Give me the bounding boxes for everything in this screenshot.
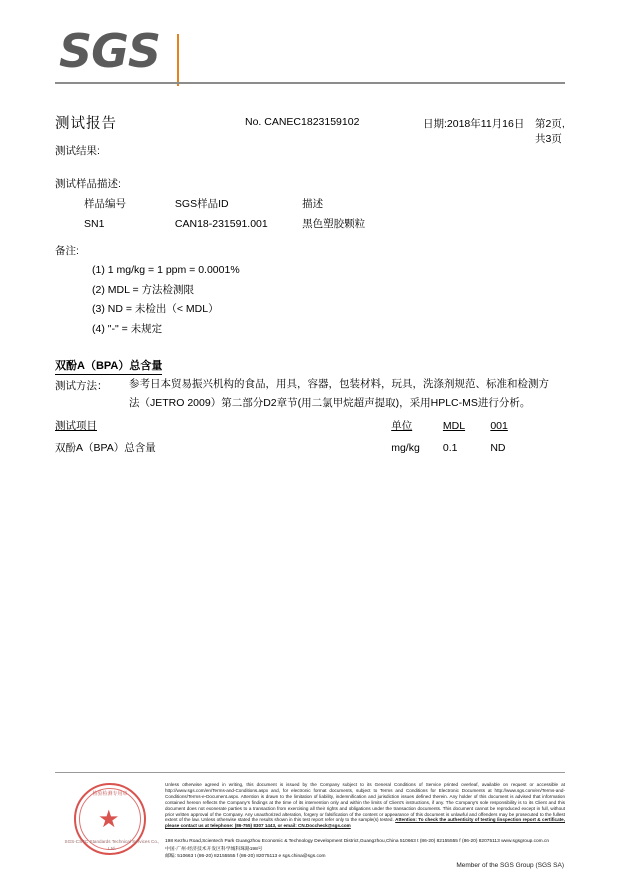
report-number: No. CANEC1823159102 [245,116,360,128]
table-header-row [55,418,555,437]
note-item: (4) "-" = 未规定 [92,322,163,335]
sample-description-table [84,196,484,231]
column-header-sample-no: 样品编号 [84,198,126,210]
report-date: 日期:2018年11月16日 [423,118,525,130]
note-item: (2) MDL = 方法检测限 [92,283,194,296]
cell-unit: mg/kg [391,441,420,454]
table-row [55,437,555,455]
stamp-chinese-text: 检验检测专用章 [92,791,128,797]
column-header-unit: 单位 [391,420,413,432]
test-method-text: 参考日本贸易振兴机构的食品，用具，容器，包装材料，玩具，洗涤剂规范、标准和检测方法（JETRO 2009）第二部分D2章节(用二氯甲烷超声提取)，采用HPLC-MS进行分析。 [129,378,549,409]
notes-list [92,261,240,339]
column-header-description: 描述 [302,198,324,210]
legal-contact-text[interactable]: Attention: To check the authenticity of testing /inspection report & certificate, please contact us at telephone: (86-755) 8307 1443, or email: CN.Doccheck@sgs.com [165,817,565,829]
footer-divider [55,772,565,773]
address-chinese-contact: 邮编: 510663 t (86-20) 82155555 f (86-20) 82075113 e sgs.china@sgs.com [165,854,326,860]
notes-label: 备注: [55,245,79,257]
cell-description: 黑色塑胶颗粒 [302,218,366,230]
stamp-english-text-1: SGS-CSTC Standards Technical Services Co., Ltd. [64,839,160,851]
address-english: 198 Kezhu Road,Scientech Park Guangzhou Economic & Technology Development District,Guangzhou,China 510663 t (86-20) 82155555 f (86-20) 82075113 www.sgsgroup.com.cn [165,839,550,844]
page-title: 测试报告 [55,116,117,132]
column-header-test-item: 测试项目 [55,420,97,432]
header-divider [55,82,565,84]
test-result-table [55,418,555,455]
footer-address-block [165,838,565,861]
column-header-mdl: MDL [442,419,466,432]
results-label: 测试结果: [55,145,100,157]
address-chinese: 中国·广州·经济技术开发区科学城科珠路198号 [165,846,263,852]
note-item: (1) 1 mg/kg = 1 ppm = 0.0001% [92,264,240,276]
official-stamp: 检验检测专用章 ★ SGS-CSTC Standards Technical Services Co., Ltd. [62,783,160,861]
test-method-label: 测试方法： [55,380,108,392]
section-heading-bpa: 双酚A（BPA）总含量 [55,357,162,375]
table-row [84,216,484,231]
legal-paragraph-text: Unless otherwise agreed in writing, this document is issued by the Company subject to its General Conditions of Service printed overleaf, available on request or accessible at http://www.sgs.com/en/Terms-and-Conditions.aspx and, for electronic format documents, subject to Terms and Conditions for Electronic Documents at http://www.sgs.com/en/Terms-and-Conditions/Terms-e-Document.aspx. Attention is drawn to the limitation of liability, indemnification and jurisdiction issues defined therein. Any holder of this document is advised that information contained hereon reflects the Company's findings at the time of its intervention only and within the limits of Client's instructions, if any. The Company's sole responsibility is to its Client and this document does not exonerate parties to a transaction from exercising all their rights and obligations under the transaction documents. This document cannot be reproduced except in full, without prior written approval of the Company. Any unauthorized alteration, forgery or falsification of the content or appearance of this document is unlawful and offenders may be prosecuted to the fullest extent of the law. Unless otherwise stated the results shown in this test report refer only to the sample(s) tested. [165,782,565,823]
sgs-logo: SGS [59,24,161,78]
logo-accent-mark [177,34,179,86]
cell-sample-no: SN1 [84,217,105,230]
sample-description-label: 测试样品描述: [55,178,121,190]
legal-disclaimer [165,782,565,829]
report-header [55,24,565,90]
cell-test-item: 双酚A（BPA）总含量 [55,442,156,454]
cell-sgs-id: CAN18-231591.001 [174,217,268,230]
cell-mdl: 0.1 [442,441,458,454]
page-indicator: 第2页,共3页 [535,118,565,145]
table-header-row [84,196,484,216]
cell-result: ND [490,441,506,454]
note-item: (3) ND = 未检出（< MDL） [92,303,219,315]
column-header-sgs-id: SGS样品ID [174,198,229,210]
member-of-group-line: Member of the SGS Group (SGS SA) [456,862,564,869]
title-row [55,112,567,145]
column-header-result-001: 001 [490,419,508,432]
